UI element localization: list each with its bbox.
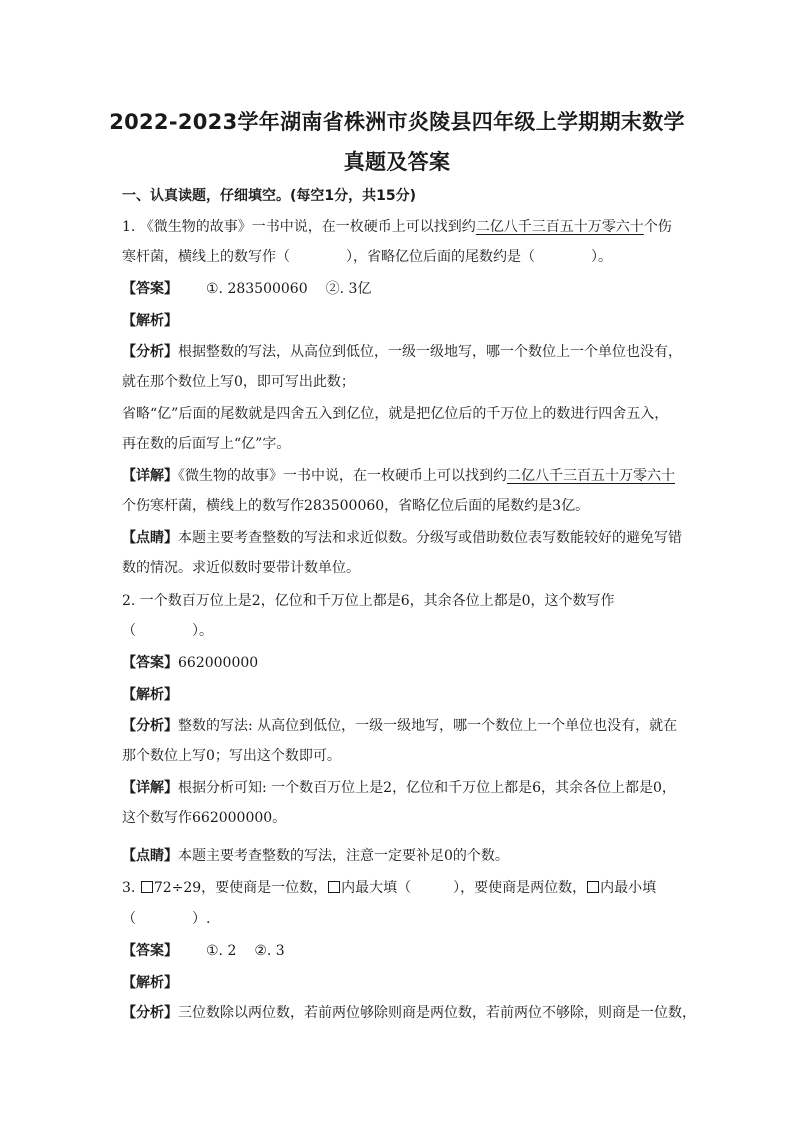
q2-fenxi-line1 — [122, 716, 678, 736]
q1-answer-2: ②. 3亿 — [325, 281, 372, 297]
q1-fenxi-line3: 省略“亿”后面的尾数就是四舍五入到亿位，就是把亿位后的千万位上的数进行四舍五入， — [122, 406, 669, 422]
q1-answer — [122, 279, 678, 299]
q1-xiangjie-pre: 《微生物的故事》一书中说，在一枚硬币上可以找到约 — [178, 468, 507, 484]
q2-fenxi-text1: 整数的写法: 从高位到低位，一级一级地写，哪一个数位上一个单位也没有，就在 — [178, 718, 678, 734]
fenxi-tag: 【分析】 — [122, 718, 178, 734]
dianjing-tag: 【点睛】 — [122, 848, 178, 864]
q3-fenxi-line1 — [122, 1003, 696, 1023]
q1-jiexi-tag: 【解析】 — [122, 313, 178, 329]
xiangjie-tag: 【详解】 — [122, 780, 178, 796]
q1-xiangjie-line2: 个伤寒杆菌，横线上的数写作283500060，省略亿位后面的尾数约是3亿。 — [122, 498, 590, 514]
q1-underlined-number: 二亿八千三百五十万零六十 — [475, 219, 644, 235]
q2-xiangjie-line2: 这个数写作662000000。 — [122, 810, 287, 826]
q1-xiangjie-underlined: 二亿八千三百五十万零六十 — [507, 468, 675, 484]
q1-text-line2: 寒杆菌，横线上的数写作（ ），省略亿位后面的尾数约是（ ）。 — [122, 249, 612, 265]
q2-dianjing-text: 本题主要考查整数的写法，注意一定要补足0的个数。 — [178, 848, 509, 864]
fenxi-tag: 【分析】 — [122, 344, 178, 360]
xiangjie-tag: 【详解】 — [122, 468, 178, 484]
q3-fenxi-text1: 三位数除以两位数，若前两位够除则商是两位数，若前两位不够除，则商是一位数， — [178, 1005, 696, 1021]
q3-text-mid2: 内最大填（ ），要使商是两位数， — [341, 880, 587, 896]
q3-answer-2: ②. 3 — [254, 943, 285, 959]
q1-fenxi-line4: 再在数的后面写上“亿”字。 — [122, 436, 291, 452]
q1-answer-1: ①. 283500060 — [206, 281, 308, 297]
q2-dianjing-line — [122, 846, 678, 866]
q3-text-mid: 72÷29，要使商是一位数， — [153, 880, 328, 896]
q1-dianjing-text1: 本题主要考查整数的写法和求近似数。分级写或借助数位表写数能较好的避免写错 — [178, 530, 682, 546]
q1-text-pre: 1. 《微生物的故事》一书中说，在一枚硬币上可以找到约 — [122, 219, 476, 235]
q3-text-line1 — [122, 878, 678, 898]
q3-text-pre: 3. — [122, 880, 140, 896]
blank-square-icon — [328, 881, 340, 893]
answer-tag: 【答案】 — [122, 943, 178, 959]
blank-square-icon — [141, 881, 153, 893]
q2-text-line2: （ ）。 — [122, 623, 213, 639]
dianjing-tag: 【点睛】 — [122, 530, 178, 546]
fenxi-tag: 【分析】 — [122, 1005, 178, 1021]
document-title-line2: 真题及答案 — [343, 150, 451, 174]
q2-answer — [122, 653, 678, 673]
q2-xiangjie-line1 — [122, 778, 678, 798]
answer-tag: 【答案】 — [122, 281, 178, 297]
q1-text-post: 个伤 — [643, 219, 672, 235]
blank-square-icon — [587, 881, 599, 893]
q1-fenxi-text1: 根据整数的写法，从高位到低位，一级一级地写，哪一个数位上一个单位也没有， — [178, 344, 682, 360]
q3-text-line2: （ ）. — [122, 911, 211, 927]
q1-text-line1 — [122, 217, 678, 237]
document-title-line1: 2022-2023学年湖南省株洲市炎陵县四年级上学期期末数学 — [109, 110, 685, 134]
q2-jiexi-tag: 【解析】 — [122, 687, 178, 703]
section-heading: 一、认真读题，仔细填空。(每空1分，共15分) — [122, 188, 417, 204]
q3-jiexi-tag: 【解析】 — [122, 975, 178, 991]
q3-answer-1: ①. 2 — [206, 943, 237, 959]
answer-tag: 【答案】 — [122, 655, 178, 671]
q3-text-post: 内最小填 — [600, 880, 657, 896]
q1-dianjing-line2: 数的情况。求近似数时要带计数单位。 — [122, 560, 360, 576]
q1-fenxi-line2: 就在那个数位上写0，即可写出此数； — [122, 374, 355, 390]
q1-fenxi-line1 — [122, 342, 682, 362]
q3-answer — [122, 941, 678, 961]
q2-answer-value: 662000000 — [178, 655, 259, 671]
q2-text-line1: 2. 一个数百万位上是2，亿位和千万位上都是6，其余各位上都是0，这个数写作 — [122, 593, 615, 609]
q2-xiangjie-text1: 根据分析可知: 一个数百万位上是2，亿位和千万位上都是6，其余各位上都是0， — [178, 780, 676, 796]
q2-fenxi-line2: 那个数位上写0；写出这个数即可。 — [122, 748, 341, 764]
q1-dianjing-line1 — [122, 528, 682, 548]
q1-xiangjie-line1 — [122, 466, 678, 486]
